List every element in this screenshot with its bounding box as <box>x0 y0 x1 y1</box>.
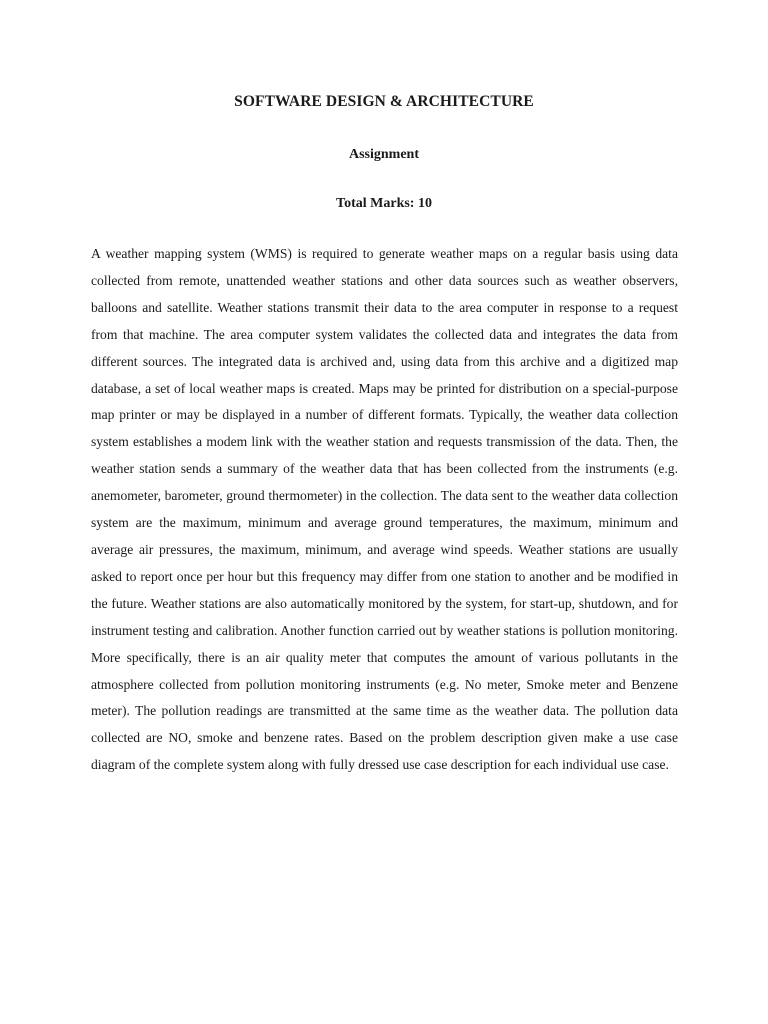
problem-description: A weather mapping system (WMS) is required to generate weather maps on a regular basis using data collected from remote, unattended weather stations and other data sources such as weather observers, balloons and satellite. Weather stations transmit their data to the area computer in response to a request from that machine. The area computer system validates the collected data and integrates the data from different sources. The integrated data is archived and, using data from this archive and a digitized map database, a set of local weather maps is created. Maps may be printed for distribution on a special-purpose map printer or may be displayed in a number of different formats. Typically, the weather data collection system establishes a modem link with the weather station and requests transmission of the data. Then, the weather station sends a summary of the weather data that has been collected from the instruments (e.g. anemometer, barometer, ground thermometer) in the collection. The data sent to the weather data collection system are the maximum, minimum and average ground temperatures, the maximum, minimum and average air pressures, the maximum, minimum, and average wind speeds. Weather stations are usually asked to report once per hour but this frequency may differ from one station to another and be modified in the future. Weather stations are also automatically monitored by the system, for start-up, shutdown, and for instrument testing and calibration. Another function carried out by weather stations is pollution monitoring. More specifically, there is an air quality meter that computes the amount of various pollutants in the atmosphere collected from pollution monitoring instruments (e.g. No meter, Smoke meter and Benzene meter). The pollution readings are transmitted at the same time as the weather data. The pollution data collected are NO, smoke and benzene rates. Based on the problem description given make a use case diagram of the complete system along with fully dressed use case description for each individual use case. <box>91 246 678 773</box>
document-title: SOFTWARE DESIGN & ARCHITECTURE <box>234 93 534 110</box>
document-subtitle: Assignment <box>348 147 419 162</box>
total-marks: Total Marks: 10 <box>336 196 432 211</box>
